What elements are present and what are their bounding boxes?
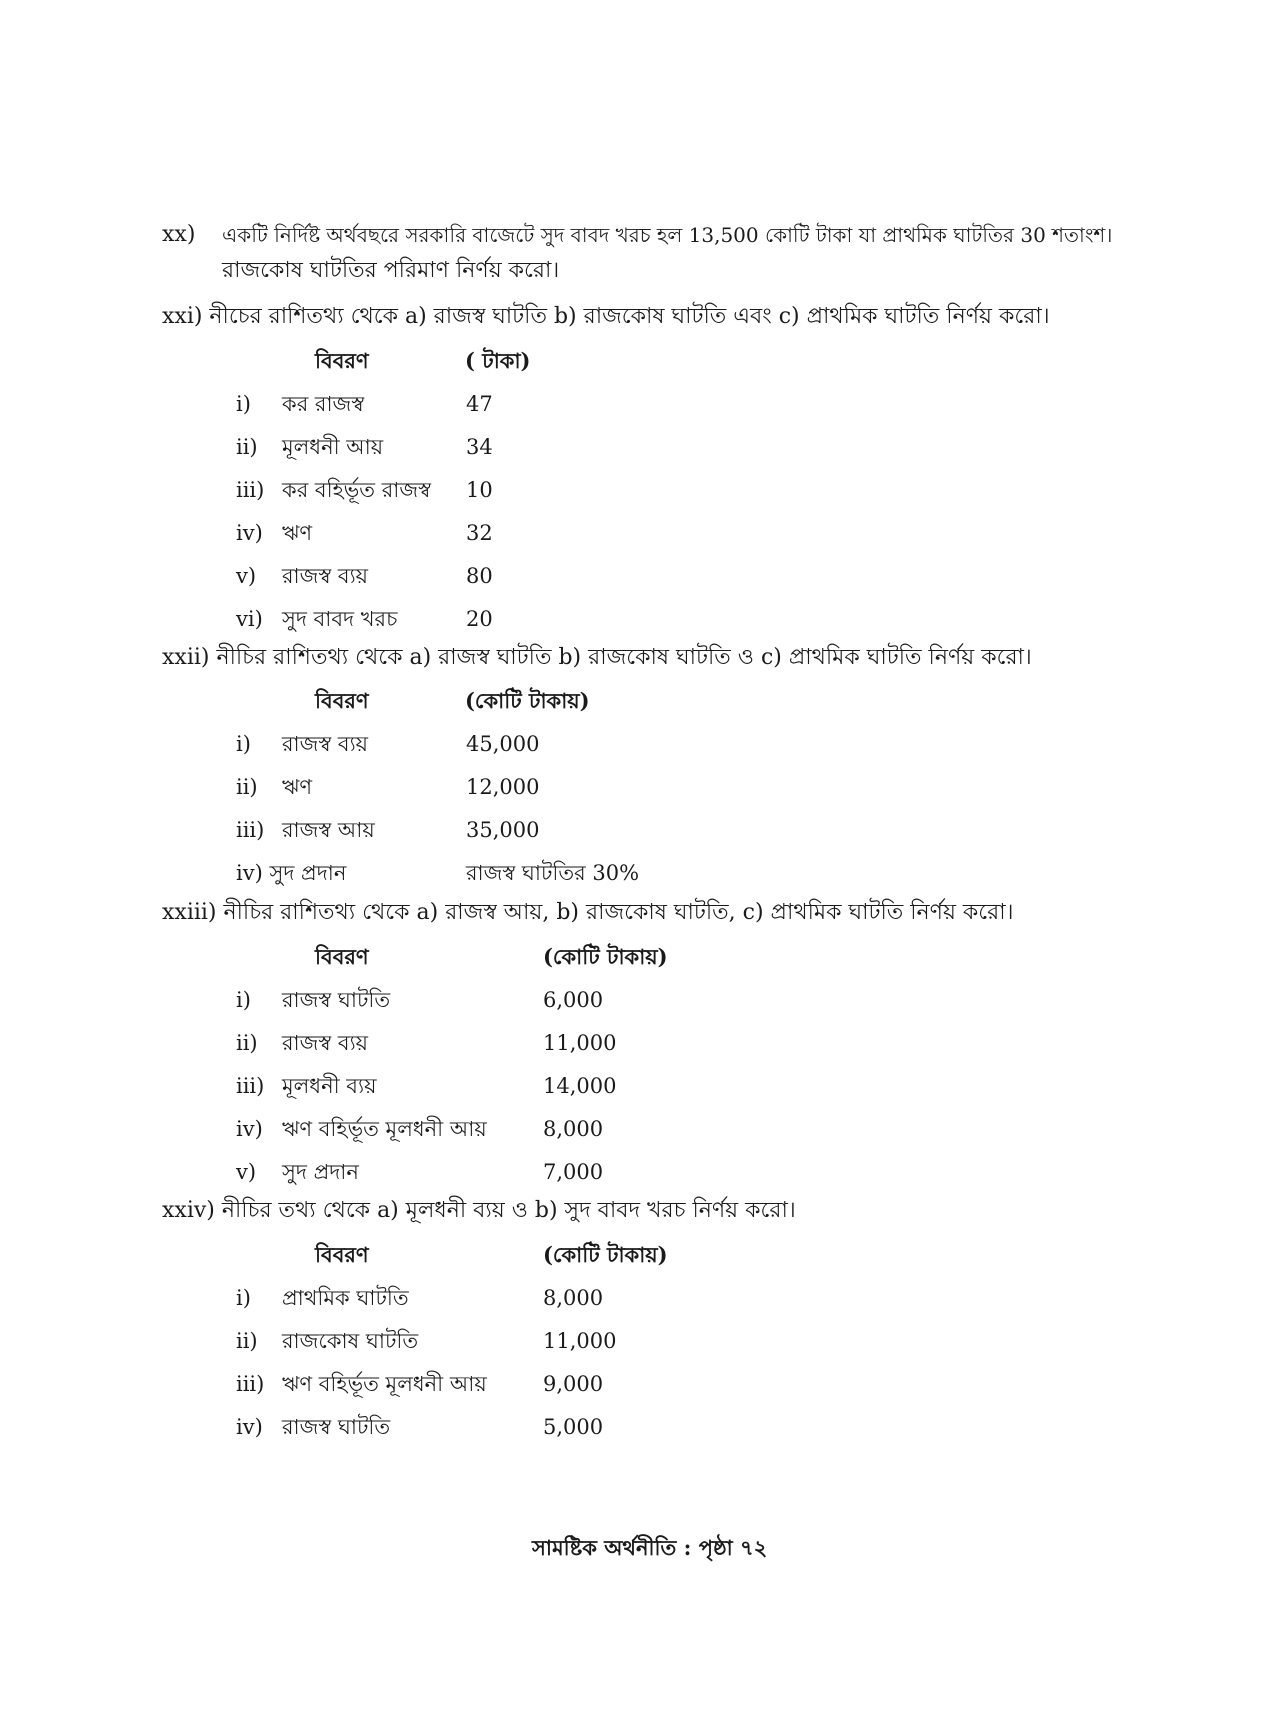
row-index: v) xyxy=(236,564,257,588)
row-label: রাজস্ব ব্যয় xyxy=(282,1031,369,1055)
row-label: ঋণ xyxy=(282,775,313,799)
row-label: রাজস্ব ঘাটতি xyxy=(282,988,391,1012)
row-value: 14,000 xyxy=(543,1074,617,1098)
question-text: xxiii) নীচির রাশিতথ্য থেকে a) রাজস্ব আয়, b) রাজকোষ ঘাটতি, c) প্রাথমিক ঘাটতি নির্ণয় করো। xyxy=(162,900,1014,925)
row-value: 35,000 xyxy=(466,818,540,842)
row-index: ii) xyxy=(236,435,258,459)
row-index: i) xyxy=(236,732,251,756)
row-index: iii) xyxy=(236,1372,265,1396)
row-index: iv) xyxy=(236,1117,263,1141)
row-label: রাজস্ব ঘাটতি xyxy=(282,1415,391,1439)
row-label: রাজকোষ ঘাটতি xyxy=(282,1329,419,1353)
row-index: ii) xyxy=(236,1031,258,1055)
row-index: iv) xyxy=(236,521,263,545)
row-value: 80 xyxy=(466,564,493,588)
header-unit: ( টাকা) xyxy=(465,348,531,373)
row-value: 32 xyxy=(466,521,493,545)
header-item: বিবরণ xyxy=(315,688,369,713)
row-value: 5,000 xyxy=(543,1415,604,1439)
row-index: i) xyxy=(236,1286,251,1310)
header-unit: (কোটি টাকায়) xyxy=(543,1242,668,1267)
row-value: 8,000 xyxy=(543,1286,604,1310)
row-value: 34 xyxy=(466,435,493,459)
row-label: সুদ বাবদ খরচ xyxy=(282,607,398,631)
row-index: iii) xyxy=(236,1074,265,1098)
row-value: 12,000 xyxy=(466,775,540,799)
question-text-line1: একটি নির্দিষ্ট অর্থবছরে সরকারি বাজেটে সুদ বাবদ খরচ হল 13,500 কোটি টাকা যা প্রাথমিক ঘাটতির 30 শতাংশ। xyxy=(222,223,1113,247)
row-index: v) xyxy=(236,1160,257,1184)
row-index: i) xyxy=(236,988,251,1012)
row-value: 7,000 xyxy=(543,1160,604,1184)
row-label: কর বহির্ভূত রাজস্ব xyxy=(282,478,431,502)
row-index: ii) xyxy=(236,1329,258,1353)
row-label: ঋণ বহির্ভূত মূলধনী আয় xyxy=(282,1117,487,1141)
row-label: সুদ প্রদান xyxy=(282,1160,359,1184)
question-text-line2: রাজকোষ ঘাটতির পরিমাণ নির্ণয় করো। xyxy=(222,258,560,283)
row-label: মূলধনী ব্যয় xyxy=(282,1074,377,1098)
row-value: 20 xyxy=(466,607,493,631)
row-index: vi) xyxy=(236,607,263,631)
row-index: iv) xyxy=(236,1415,263,1439)
question-text: xxi) নীচের রাশিতথ্য থেকে a) রাজস্ব ঘাটতি b) রাজকোষ ঘাটতি এবং c) প্রাথমিক ঘাটতি নির্ণয় করো। xyxy=(162,304,1050,329)
row-label: রাজস্ব ব্যয় xyxy=(282,564,369,588)
row-label: কর রাজস্ব xyxy=(282,392,365,416)
row-label: রাজস্ব ব্যয় xyxy=(282,732,369,756)
row-value: 6,000 xyxy=(543,988,604,1012)
row-value: 45,000 xyxy=(466,732,540,756)
row-index: ii) xyxy=(236,775,258,799)
row-index: iii) xyxy=(236,478,265,502)
row-value: 9,000 xyxy=(543,1372,604,1396)
row-value: রাজস্ব ঘাটতির 30% xyxy=(466,861,640,885)
row-index: iii) xyxy=(236,818,265,842)
row-label: রাজস্ব আয় xyxy=(282,818,375,842)
row-value: 11,000 xyxy=(543,1329,617,1353)
row-index: i) xyxy=(236,392,251,416)
question-text: xxiv) নীচির তথ্য থেকে a) মূলধনী ব্যয় ও b) সুদ বাবদ খরচ নির্ণয় করো। xyxy=(162,1198,796,1223)
question-number: xx) xyxy=(162,222,196,247)
row-label: ঋণ xyxy=(282,521,313,545)
row-label: মূলধনী আয় xyxy=(282,435,384,459)
row-value: 11,000 xyxy=(543,1031,617,1055)
header-unit: (কোটি টাকায়) xyxy=(465,688,590,713)
row-label: iv) সুদ প্রদান xyxy=(236,861,347,885)
row-value: 8,000 xyxy=(543,1117,604,1141)
header-unit: (কোটি টাকায়) xyxy=(543,944,668,969)
row-value: 10 xyxy=(466,478,493,502)
page-footer: সামষ্টিক অর্থনীতি : পৃষ্ঠা ৭২ xyxy=(532,1535,768,1560)
header-item: বিবরণ xyxy=(315,944,369,969)
row-label: প্রাথমিক ঘাটতি xyxy=(282,1286,409,1310)
question-text: xxii) নীচির রাশিতথ্য থেকে a) রাজস্ব ঘাটতি b) রাজকোষ ঘাটতি ও c) প্রাথমিক ঘাটতি নির্ণয় করো। xyxy=(162,645,1032,670)
header-item: বিবরণ xyxy=(315,1242,369,1267)
row-label: ঋণ বহির্ভূত মূলধনী আয় xyxy=(282,1372,487,1396)
row-value: 47 xyxy=(466,392,493,416)
header-item: বিবরণ xyxy=(315,348,369,373)
